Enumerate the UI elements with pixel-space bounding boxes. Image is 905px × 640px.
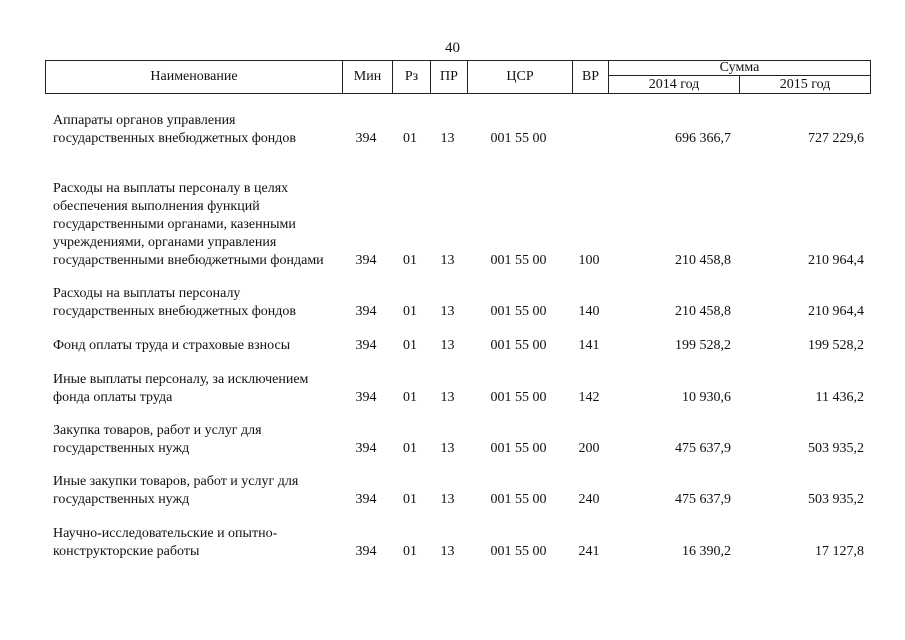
row-csr: 001 55 00 xyxy=(490,253,547,268)
row-csr: 001 55 00 xyxy=(490,338,547,353)
row-vr: 240 xyxy=(578,492,600,507)
row-csr: 001 55 00 xyxy=(490,304,547,319)
row-sum-2015: 503 935,2 xyxy=(808,441,864,456)
row-sum-2014: 475 637,9 xyxy=(675,492,731,507)
row-sum-2015: 11 436,2 xyxy=(815,390,864,405)
row-rz: 01 xyxy=(403,253,417,268)
row-pr: 13 xyxy=(440,390,455,405)
row-rz: 01 xyxy=(403,338,417,353)
table-row xyxy=(45,285,871,321)
row-pr: 13 xyxy=(440,492,455,507)
row-sum-2015: 17 127,8 xyxy=(815,544,864,559)
row-pr: 13 xyxy=(440,304,455,319)
row-name: Иные закупки товаров, работ и услуг для государственных нужд xyxy=(53,474,299,507)
table-row xyxy=(45,371,871,407)
row-name: Расходы на выплаты персоналу государственных внебюджетных фондов xyxy=(53,286,297,319)
row-sum-2015: 199 528,2 xyxy=(808,338,864,353)
row-name: Аппараты органов управления государственных внебюджетных фондов xyxy=(53,113,297,146)
row-vr: 241 xyxy=(578,544,600,559)
table-row xyxy=(45,164,871,270)
header-year-2014: 2014 год xyxy=(608,76,739,93)
row-sum-2014: 696 366,7 xyxy=(675,131,731,146)
header-vr: ВР xyxy=(572,61,608,93)
page-number: 40 xyxy=(445,40,460,56)
row-rz: 01 xyxy=(403,544,417,559)
row-sum-2015: 503 935,2 xyxy=(808,492,864,507)
table-row xyxy=(45,112,871,148)
row-csr: 001 55 00 xyxy=(490,441,547,456)
row-pr: 13 xyxy=(440,338,455,353)
row-rz: 01 xyxy=(403,492,417,507)
row-name: Закупка товаров, работ и услуг для государственных нужд xyxy=(53,423,262,456)
row-rz: 01 xyxy=(403,390,417,405)
header-csr: ЦСР xyxy=(467,61,572,93)
row-name: Расходы на выплаты персоналу в целях обеспечения выполнения функций государственными органами, казенными учреждениями, органами управления государственными внебюджетными фондами xyxy=(53,181,324,268)
row-pr: 13 xyxy=(440,253,455,268)
table-row xyxy=(45,473,871,509)
row-min: 394 xyxy=(355,253,377,268)
table-row xyxy=(45,525,871,561)
row-vr: 140 xyxy=(578,304,600,319)
row-min: 394 xyxy=(355,131,377,146)
row-vr: 200 xyxy=(578,441,600,456)
row-sum-2014: 210 458,8 xyxy=(675,304,731,319)
row-sum-2014: 210 458,8 xyxy=(675,253,731,268)
header-year-2015: 2015 год xyxy=(739,76,870,93)
row-min: 394 xyxy=(355,544,377,559)
row-sum-2014: 10 930,6 xyxy=(682,390,731,405)
row-csr: 001 55 00 xyxy=(490,544,547,559)
row-sum-2014: 16 390,2 xyxy=(682,544,731,559)
header-pr: ПР xyxy=(430,61,467,93)
row-csr: 001 55 00 xyxy=(490,492,547,507)
row-csr: 001 55 00 xyxy=(490,131,547,146)
row-min: 394 xyxy=(355,304,377,319)
row-pr: 13 xyxy=(440,131,455,146)
table-row xyxy=(45,337,871,355)
row-sum-2015: 210 964,4 xyxy=(808,253,864,268)
row-min: 394 xyxy=(355,390,377,405)
header-name: Наименование xyxy=(150,69,238,84)
row-vr: 142 xyxy=(578,390,600,405)
row-pr: 13 xyxy=(440,544,455,559)
table-row xyxy=(45,422,871,458)
row-min: 394 xyxy=(355,441,377,456)
row-min: 394 xyxy=(355,492,377,507)
header-rz: Рз xyxy=(392,61,430,93)
row-name: Иные выплаты персоналу, за исключением фонда оплаты труда xyxy=(53,372,309,405)
row-sum-2014: 475 637,9 xyxy=(675,441,731,456)
row-csr: 001 55 00 xyxy=(490,390,547,405)
row-sum-2015: 210 964,4 xyxy=(808,304,864,319)
row-sum-2015: 727 229,6 xyxy=(808,131,864,146)
row-name: Научно-исследовательские и опытно-конструкторские работы xyxy=(53,526,278,559)
row-vr: 100 xyxy=(578,253,600,268)
header-sum: Сумма xyxy=(608,61,870,76)
row-rz: 01 xyxy=(403,131,417,146)
row-min: 394 xyxy=(355,338,377,353)
header-min: Мин xyxy=(342,61,392,93)
row-vr: 141 xyxy=(578,338,600,353)
row-pr: 13 xyxy=(440,441,455,456)
row-sum-2014: 199 528,2 xyxy=(675,338,731,353)
row-name: Фонд оплаты труда и страховые взносы xyxy=(53,338,291,353)
row-rz: 01 xyxy=(403,441,417,456)
row-rz: 01 xyxy=(403,304,417,319)
table-header xyxy=(45,60,871,94)
